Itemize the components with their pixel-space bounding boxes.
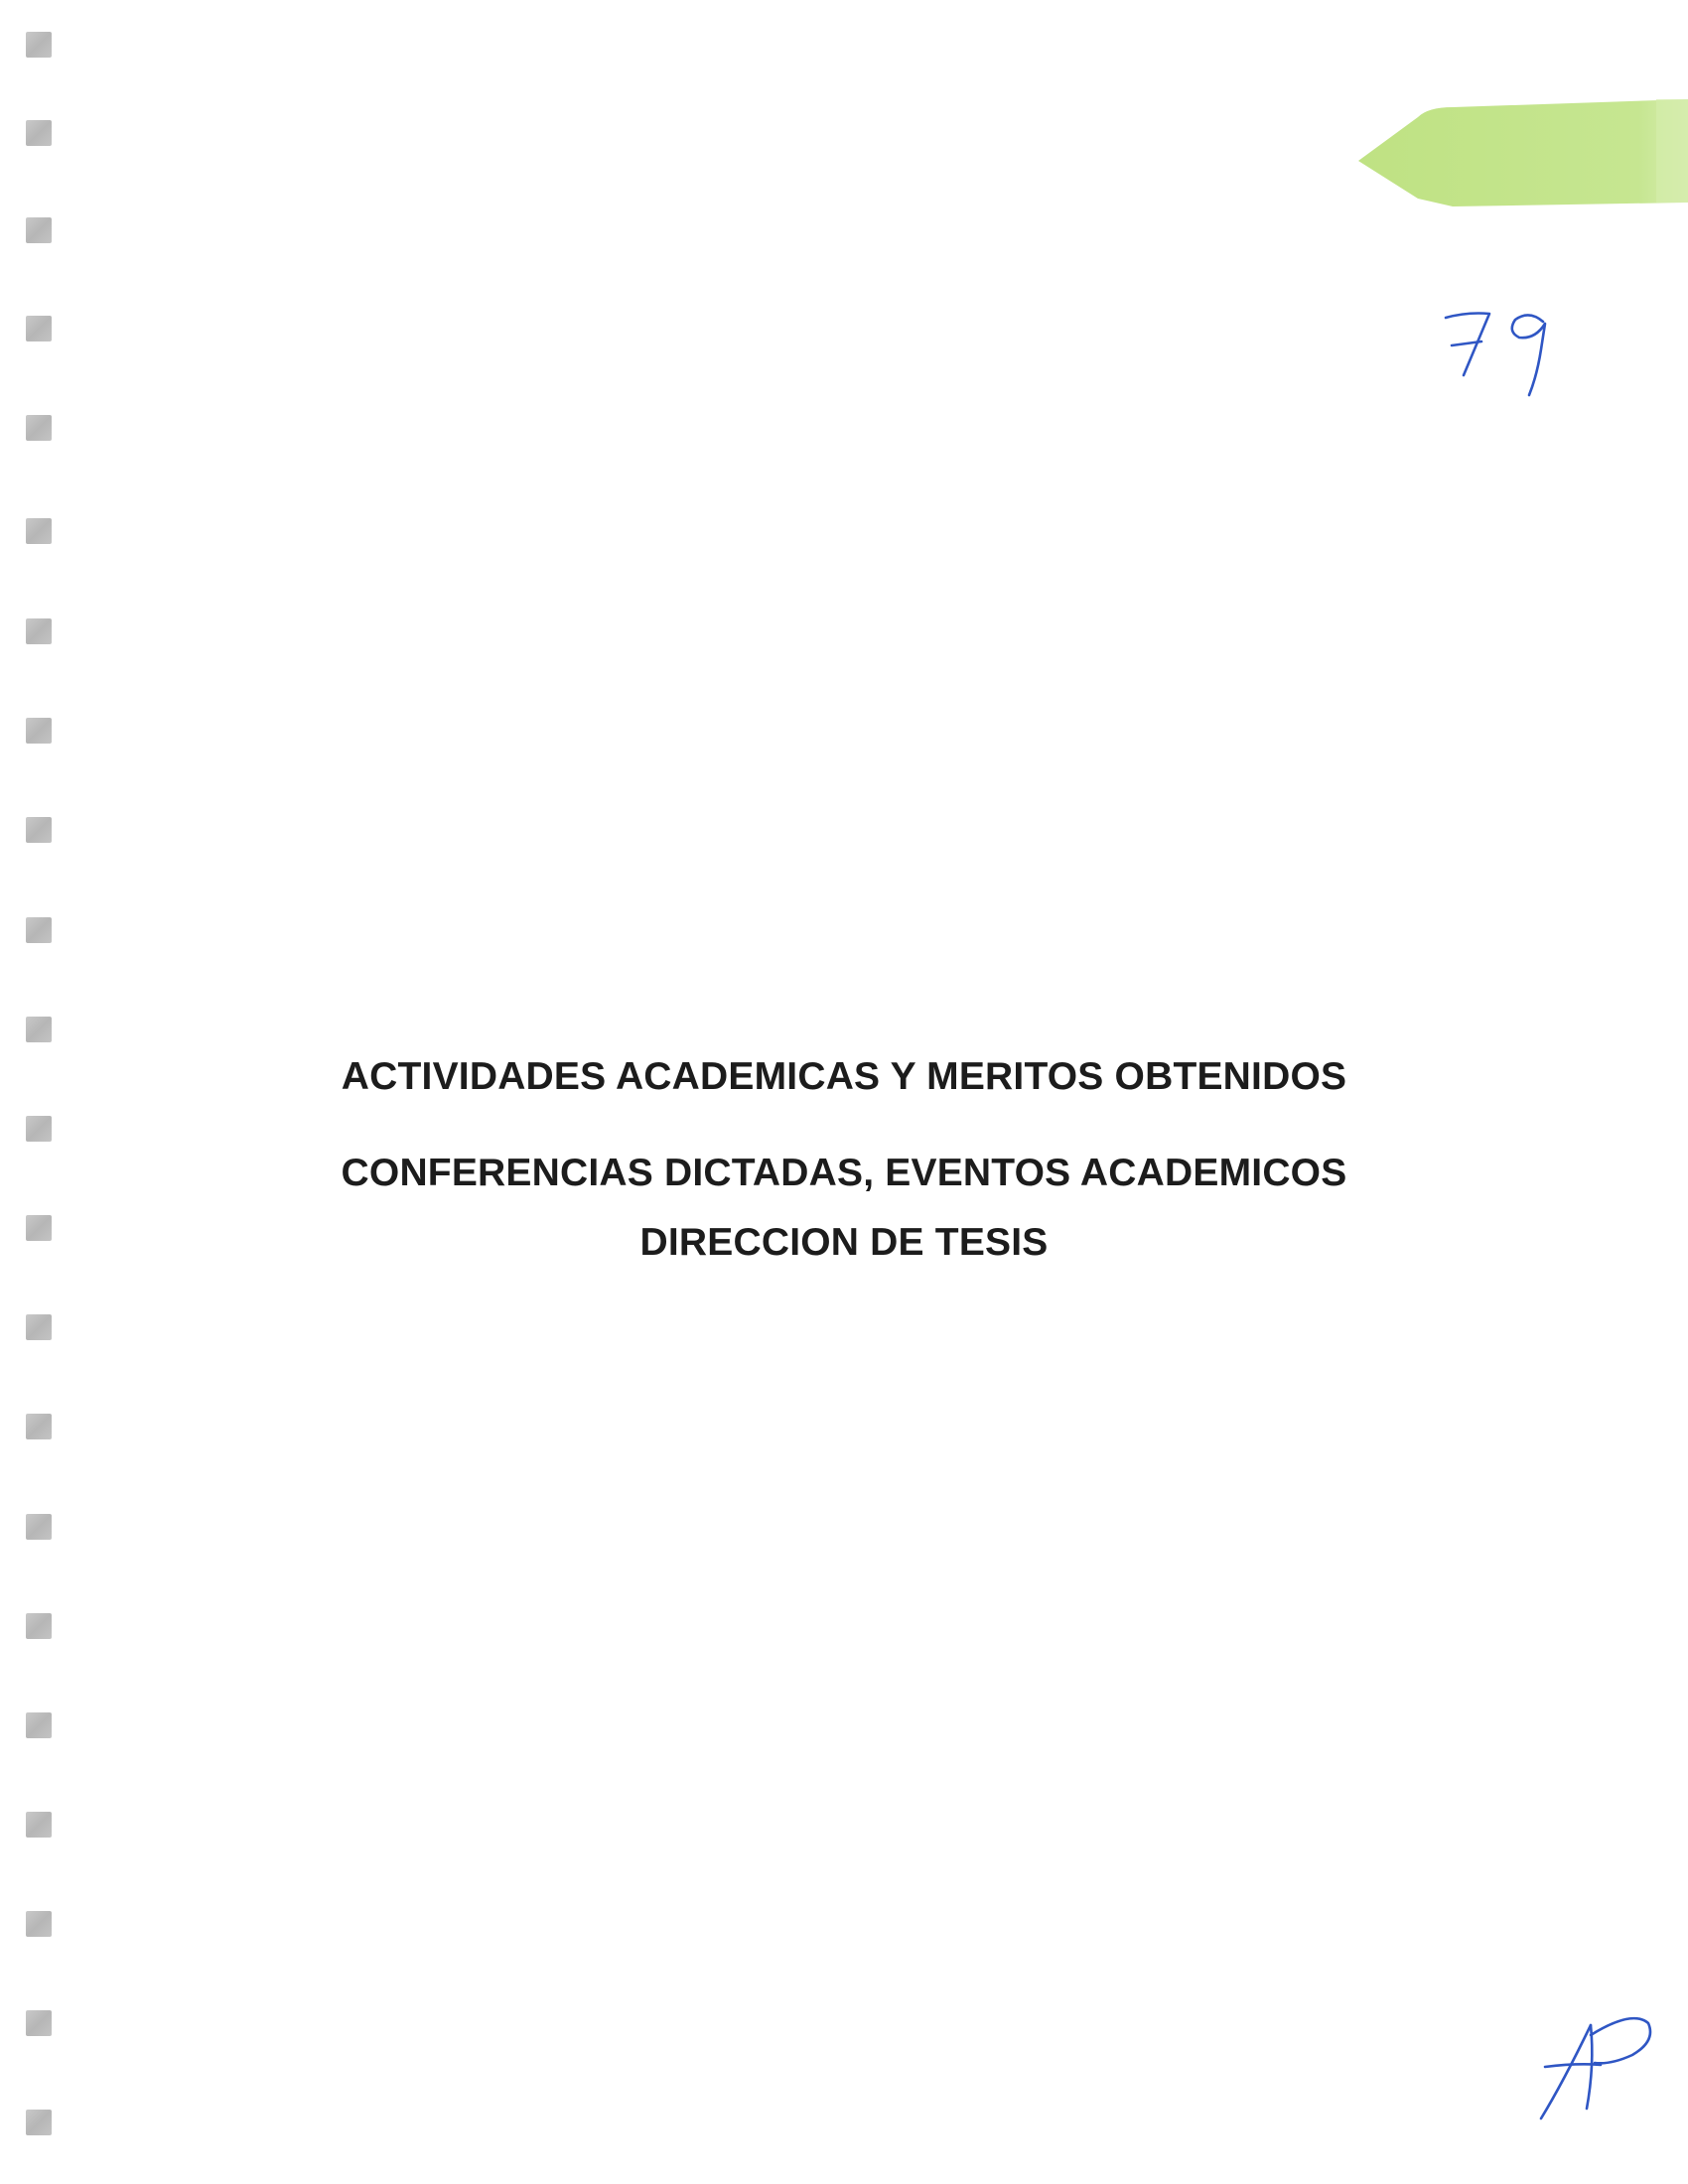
binding-hole	[26, 316, 52, 341]
binding-hole	[26, 1514, 52, 1540]
binding-hole	[26, 1613, 52, 1639]
binding-hole	[26, 1414, 52, 1439]
binding-hole	[26, 817, 52, 843]
binding-hole	[26, 917, 52, 943]
binding-hole	[26, 718, 52, 744]
binding-hole	[26, 1017, 52, 1042]
handwritten-initials	[1537, 2005, 1666, 2124]
handwritten-page-number	[1438, 298, 1567, 407]
binding-hole	[26, 120, 52, 146]
handwritten-initials-text: AP	[1537, 2005, 1539, 2006]
binding-hole	[26, 618, 52, 644]
binding-hole	[26, 1712, 52, 1738]
binding-hole	[26, 1314, 52, 1340]
binding-hole	[26, 2110, 52, 2135]
binding-hole	[26, 217, 52, 243]
document-subtitle-line-2: DIRECCION DE TESIS	[639, 1221, 1049, 1264]
green-tab-flag-icon	[1358, 99, 1688, 206]
binding-hole	[26, 415, 52, 441]
binding-hole	[26, 32, 52, 58]
binding-hole	[26, 2010, 52, 2036]
document-title: ACTIVIDADES ACADEMICAS Y MERITOS OBTENIDOS	[341, 1055, 1347, 1098]
binding-hole	[26, 518, 52, 544]
binding-hole	[26, 1911, 52, 1937]
document-subtitle-line-1: CONFERENCIAS DICTADAS, EVENTOS ACADEMICOS	[341, 1152, 1347, 1194]
binding-hole	[26, 1812, 52, 1838]
binding-hole	[26, 1116, 52, 1142]
handwritten-page-number-text: 79	[1438, 298, 1440, 299]
